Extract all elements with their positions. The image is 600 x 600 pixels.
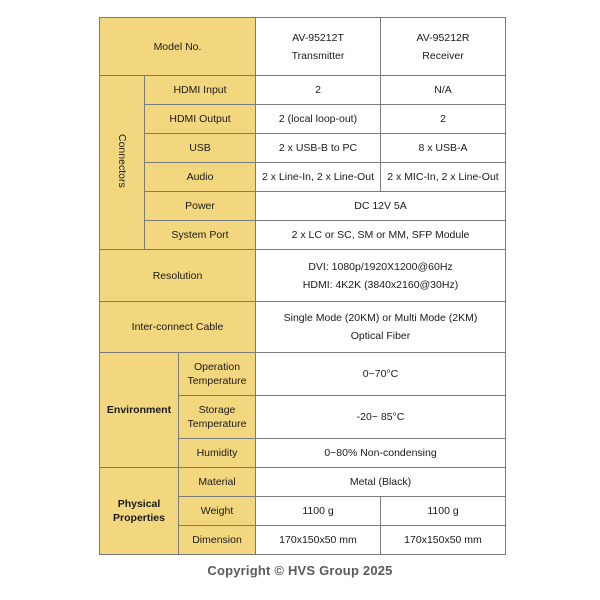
hdmi-input-tx: 2 xyxy=(256,76,381,105)
hdmi-output-label: HDMI Output xyxy=(145,105,256,134)
resolution-label: Resolution xyxy=(100,250,256,302)
operation-temp-label xyxy=(179,353,256,396)
humidity-label: Humidity xyxy=(179,439,256,468)
environment-group-label: Environment xyxy=(100,353,179,468)
spec-table xyxy=(99,17,506,555)
resolution-value xyxy=(256,250,506,302)
row-hdmi-input xyxy=(100,76,506,105)
storage-temp-label-line-2: Temperature xyxy=(187,418,247,430)
operation-temp-label-line-1: Operation xyxy=(193,361,241,373)
tx-model: AV-95212T xyxy=(292,31,344,44)
hdmi-input-rx: N/A xyxy=(381,76,506,105)
audio-tx: 2 x Line-In, 2 x Line-Out xyxy=(256,163,381,192)
operation-temp-label-line-2: Temperature xyxy=(187,375,247,387)
hdmi-output-tx: 2 (local loop-out) xyxy=(256,105,381,134)
usb-rx: 8 x USB-A xyxy=(381,134,506,163)
model-label-cell: Model No. xyxy=(100,18,256,76)
physical-group-label-line-2: Properties xyxy=(113,512,165,524)
row-hdmi-output xyxy=(100,105,506,134)
dimension-rx: 170x150x50 mm xyxy=(381,526,506,555)
weight-label: Weight xyxy=(179,497,256,526)
cable-label: Inter-connect Cable xyxy=(100,302,256,353)
power-value: DC 12V 5A xyxy=(256,192,506,221)
power-label: Power xyxy=(145,192,256,221)
audio-label: Audio xyxy=(145,163,256,192)
resolution-line-1: DVI: 1080p/1920X1200@60Hz xyxy=(308,260,453,273)
rx-role: Receiver xyxy=(422,49,464,62)
usb-label: USB xyxy=(145,134,256,163)
storage-temp-value: -20~ 85°C xyxy=(256,396,506,439)
audio-rx: 2 x MIC-In, 2 x Line-Out xyxy=(381,163,506,192)
storage-temp-label xyxy=(179,396,256,439)
connectors-group-cell xyxy=(100,76,145,250)
material-value: Metal (Black) xyxy=(256,468,506,497)
storage-temp-label-line-1: Storage xyxy=(198,404,236,416)
row-operation-temp xyxy=(100,353,506,396)
row-material xyxy=(100,468,506,497)
operation-temp-value: 0~70°C xyxy=(256,353,506,396)
row-usb xyxy=(100,134,506,163)
rx-model-cell xyxy=(381,18,506,76)
copyright-footer: Copyright © HVS Group 2025 xyxy=(207,563,393,578)
hdmi-output-rx: 2 xyxy=(381,105,506,134)
system-port-value: 2 x LC or SC, SM or MM, SFP Module xyxy=(256,221,506,250)
row-system-port xyxy=(100,221,506,250)
row-power xyxy=(100,192,506,221)
row-cable xyxy=(100,302,506,353)
weight-tx: 1100 g xyxy=(256,497,381,526)
dimension-label: Dimension xyxy=(179,526,256,555)
resolution-line-2: HDMI: 4K2K (3840x2160@30Hz) xyxy=(302,278,459,291)
cable-line-1: Single Mode (20KM) or Multi Mode (2KM) xyxy=(283,312,478,324)
weight-rx: 1100 g xyxy=(381,497,506,526)
humidity-value: 0~80% Non-condensing xyxy=(256,439,506,468)
connectors-group-label: Connectors xyxy=(116,133,128,188)
rx-model: AV-95212R xyxy=(416,31,470,44)
row-audio xyxy=(100,163,506,192)
physical-group-label xyxy=(100,468,179,555)
dimension-tx: 170x150x50 mm xyxy=(256,526,381,555)
system-port-label: System Port xyxy=(145,221,256,250)
tx-role: Transmitter xyxy=(291,49,345,62)
physical-group-label-line-1: Physical xyxy=(117,498,161,510)
tx-model-cell xyxy=(256,18,381,76)
hdmi-input-label: HDMI Input xyxy=(145,76,256,105)
usb-tx: 2 x USB-B to PC xyxy=(256,134,381,163)
header-row xyxy=(100,18,506,76)
material-label: Material xyxy=(179,468,256,497)
cable-line-2: Optical Fiber xyxy=(350,330,411,342)
row-resolution xyxy=(100,250,506,302)
cable-value xyxy=(256,302,506,353)
